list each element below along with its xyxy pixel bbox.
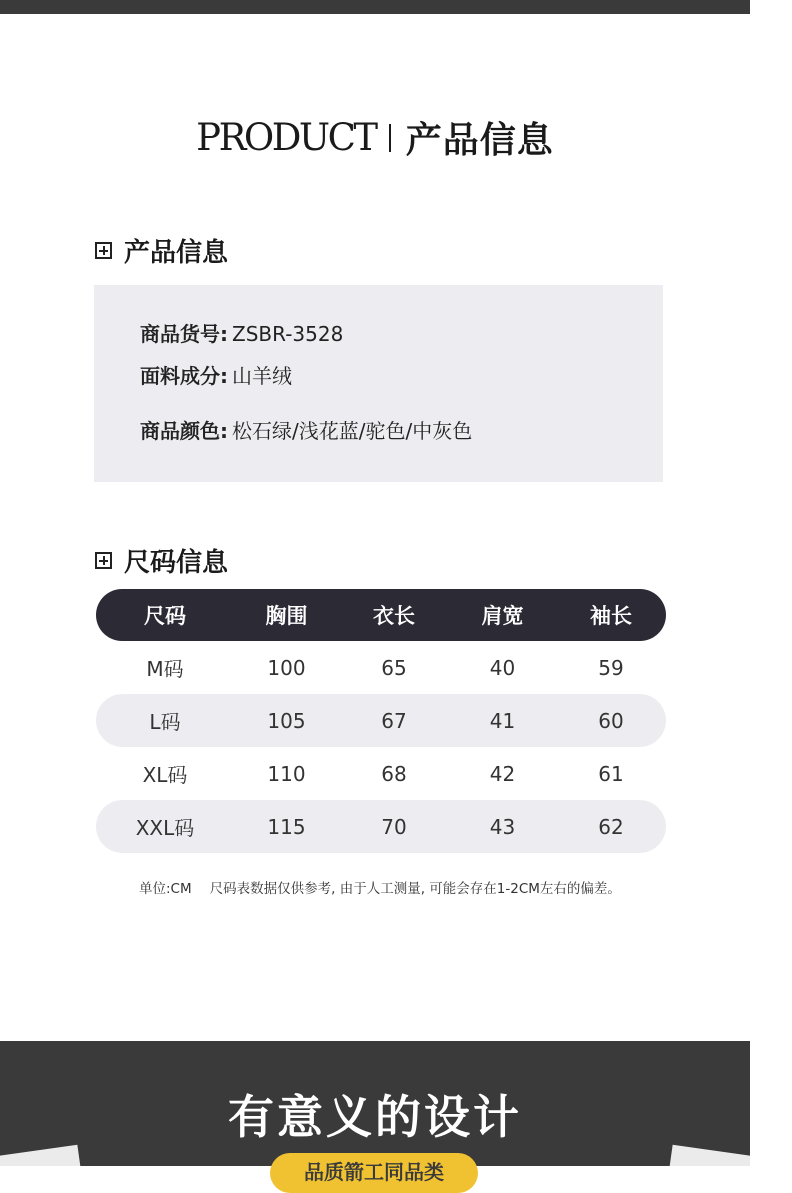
plus-square-icon <box>95 552 112 569</box>
title-divider <box>389 124 391 152</box>
column-header-sleeve: 袖长 <box>590 604 632 628</box>
table-cell: 62 <box>598 814 624 839</box>
table-cell: 110 <box>267 761 306 786</box>
column-header-chest: 胸围 <box>265 604 308 628</box>
footer-pill: 品质箭工同品类 <box>270 1153 478 1193</box>
column-header-shoulder: 肩宽 <box>481 604 524 628</box>
info-label: 商品颜色: <box>140 419 228 443</box>
top-bar <box>0 0 750 14</box>
page-title <box>0 112 750 163</box>
table-cell: 60 <box>598 708 624 733</box>
size-note <box>139 877 621 897</box>
size-note-unit: 单位:CM <box>139 881 192 897</box>
table-cell: 105 <box>267 708 306 733</box>
table-cell: L码 <box>149 710 181 734</box>
table-row <box>96 800 666 853</box>
table-cell: 42 <box>489 761 516 786</box>
table-cell: 100 <box>267 655 306 680</box>
table-cell: 61 <box>598 761 624 786</box>
table-cell: 67 <box>381 708 407 733</box>
table-row <box>96 694 666 747</box>
column-header-length: 衣长 <box>373 604 415 628</box>
table-cell: 70 <box>381 814 407 839</box>
info-label: 面料成分: <box>140 364 228 388</box>
plus-square-icon <box>95 242 112 259</box>
footer-banner <box>0 1041 750 1184</box>
table-cell: 65 <box>381 655 407 680</box>
footer-decoration <box>0 1145 82 1191</box>
page-title-cn: 产品信息 <box>405 120 554 161</box>
table-cell: 40 <box>489 655 516 680</box>
column-header-size: 尺码 <box>144 604 186 628</box>
page-title-en: PRODUCT <box>196 116 376 159</box>
footer-title: 有意义的设计 <box>228 1090 522 1144</box>
product-info-heading <box>95 232 228 269</box>
table-cell: 41 <box>489 708 516 733</box>
info-row-sku <box>140 318 343 347</box>
table-cell: 59 <box>598 655 624 680</box>
size-table-header <box>96 589 666 641</box>
table-cell: M码 <box>146 657 184 681</box>
size-info-heading <box>95 542 228 579</box>
info-row-colors <box>140 415 472 444</box>
info-label: 商品货号: <box>140 322 228 346</box>
info-row-material <box>140 360 292 389</box>
table-cell: 115 <box>267 814 306 839</box>
footer-decoration <box>668 1145 791 1191</box>
table-cell: 43 <box>489 814 516 839</box>
info-value: ZSBR-3528 <box>232 322 344 346</box>
info-value: 山羊绒 <box>232 364 292 388</box>
table-row <box>96 747 666 800</box>
size-table <box>96 589 666 853</box>
product-info-panel <box>94 285 663 482</box>
size-info-heading-text: 尺码信息 <box>124 548 229 578</box>
table-cell: 68 <box>381 761 407 786</box>
table-cell: XXL码 <box>135 816 195 840</box>
product-info-heading-text: 产品信息 <box>124 238 229 268</box>
table-cell: XL码 <box>142 763 188 787</box>
size-note-text: 尺码表数据仅供参考, 由于人工测量, 可能会存在1-2CM左右的偏差。 <box>209 881 621 897</box>
info-value: 松石绿/浅花蓝/驼色/中灰色 <box>232 419 473 443</box>
table-row <box>96 641 666 694</box>
